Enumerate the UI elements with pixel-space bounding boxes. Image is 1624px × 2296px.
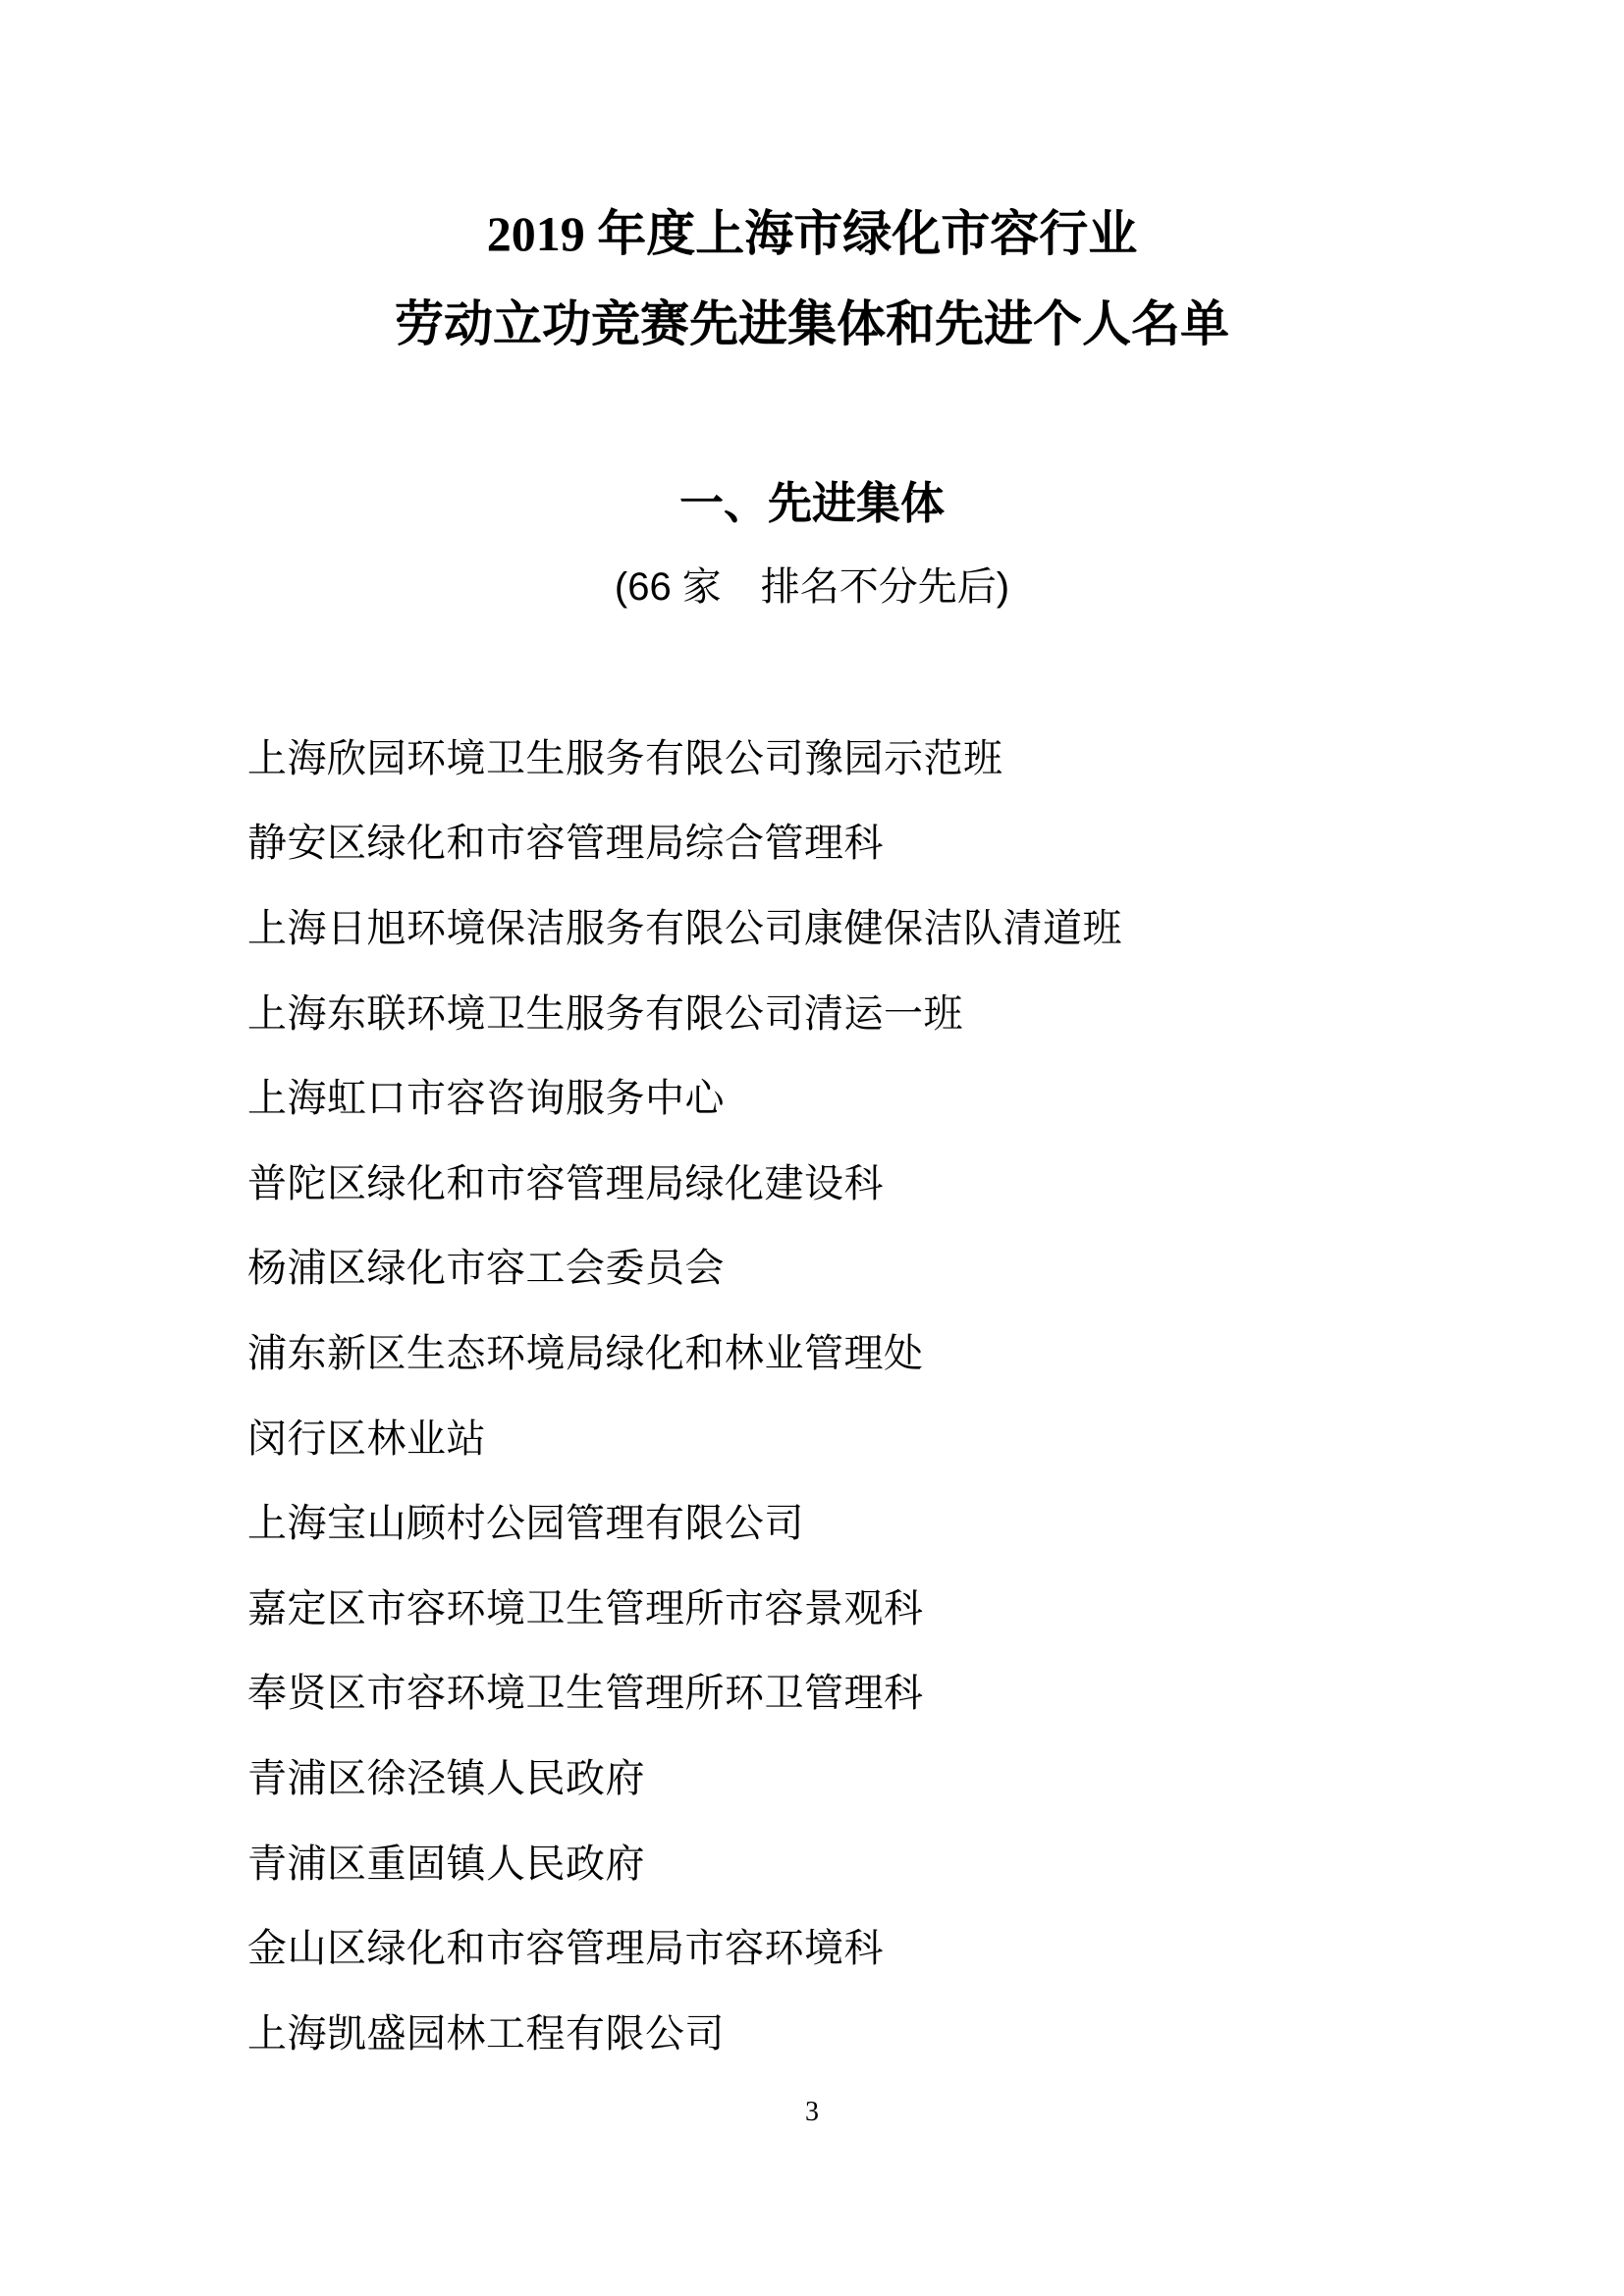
section-heading-advanced-collectives: 一、先进集体 [678,478,945,528]
document-title-line2: 劳动立功竞赛先进集体和先进个人名单 [395,296,1229,351]
list-item: 杨浦区绿化市容工会委员会 [247,1247,725,1291]
document-title-line1: 2019 年度上海市绿化市容行业 [486,206,1138,261]
section-subheading-count-note: (66 家 排名不分先后) [614,565,1010,609]
list-item: 普陀区绿化和市容管理局绿化建设科 [247,1161,884,1205]
list-item: 上海日旭环境保洁服务有限公司康健保洁队清道班 [247,906,1122,950]
list-item: 静安区绿化和市容管理局综合管理科 [247,822,884,866]
list-item: 青浦区重固镇人民政府 [247,1842,645,1886]
list-item: 上海宝山顾村公园管理有限公司 [247,1502,804,1546]
list-item: 上海欣园环境卫生服务有限公司豫园示范班 [247,736,1003,780]
list-item: 嘉定区市容环境卫生管理所市容景观科 [247,1586,924,1630]
list-item: 上海东联环境卫生服务有限公司清运一班 [247,991,963,1036]
list-item: 奉贤区市容环境卫生管理所环卫管理科 [247,1672,924,1716]
page-number: 3 [805,2097,819,2127]
organization-list [247,713,1565,2073]
list-item: 金山区绿化和市容管理局市容环境科 [247,1927,884,1971]
list-item: 上海凯盛园林工程有限公司 [247,2011,725,2056]
list-item: 浦东新区生态环境局绿化和林业管理处 [247,1331,924,1375]
list-item: 上海虹口市容咨询服务中心 [247,1077,725,1121]
list-item: 闵行区林业站 [247,1416,486,1461]
list-item: 青浦区徐泾镇人民政府 [247,1756,645,1800]
